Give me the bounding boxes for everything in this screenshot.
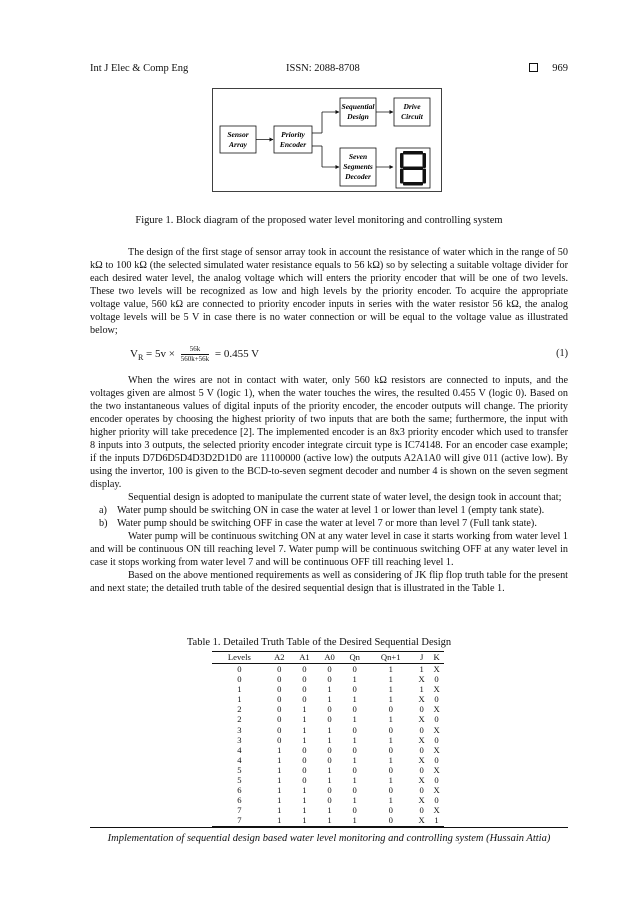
table-cell: 1 — [419, 684, 424, 695]
table-cell: X — [418, 714, 425, 725]
table-cell: 7 — [212, 815, 267, 826]
table-cell: 0 — [302, 694, 307, 705]
table-cell: X — [433, 785, 440, 796]
table-cell: 1 — [302, 795, 307, 806]
table-cell: 0 — [277, 714, 282, 725]
table-cell: 0 — [419, 785, 424, 796]
table-cell: 4 — [237, 744, 242, 755]
table-cell: 4 — [237, 754, 242, 765]
table-cell: 0 — [277, 674, 282, 685]
table-cell: 1 — [302, 734, 307, 745]
table-cell: 1 — [317, 815, 342, 826]
table-cell: 1 — [277, 744, 282, 755]
list-marker: a) — [99, 505, 107, 516]
table-cell: 1 — [327, 805, 332, 816]
table-cell: 1 — [267, 815, 292, 826]
table-cell: 0 — [327, 744, 332, 755]
table-cell: 6 — [237, 795, 242, 806]
table-cell: 0 — [434, 734, 439, 745]
table-cell: 1 — [277, 785, 282, 796]
column-header: A1 — [292, 652, 317, 664]
dec-label-1: Seven — [348, 152, 368, 161]
list-text: Water pump should be switching OFF in case the water at level 7 or more than level 7 (Full tank state). — [117, 518, 537, 529]
drive-circuit-block — [394, 98, 430, 126]
table-cell: 0 — [327, 754, 332, 765]
table-cell: 3 — [237, 724, 242, 735]
eq-rhs: = 0.455 V — [212, 348, 260, 361]
table-cell: 5 — [237, 764, 242, 775]
table-cell: 0 — [277, 734, 282, 745]
table-cell: 1 — [302, 785, 307, 796]
table-row — [212, 674, 444, 684]
table-cell: 0 — [277, 704, 282, 715]
table-row — [212, 795, 444, 805]
table-cell: 1 — [277, 764, 282, 775]
table-cell: 1 — [327, 734, 332, 745]
table-cell: 0 — [434, 714, 439, 725]
table-cell: X — [433, 684, 440, 695]
list-text: Water pump should be switching ON in case the water at level 1 or lower than level 1 (empty tank state). — [117, 505, 545, 516]
table-cell: X — [433, 764, 440, 775]
table-row — [212, 755, 444, 765]
paragraph: Based on the above mentioned requirements as well as considering of JK flip flop truth table for the present and next state; the detailed truth table of the desired sequential design that is illustrated in the Table 1. — [90, 570, 568, 594]
paragraph: Sequential design is adopted to manipulate the current state of water level, the design took in account that; — [128, 492, 562, 503]
table-cell: 0 — [327, 674, 332, 685]
page-number: 969 — [552, 63, 568, 74]
table-cell: 0 — [388, 704, 393, 715]
sensor-label-2: Array — [229, 140, 247, 149]
seq-label-2: Design — [347, 112, 369, 121]
table-cell: 0 — [388, 805, 393, 816]
sensor-array-block — [220, 126, 256, 153]
table-cell: 0 — [434, 754, 439, 765]
table-cell: 0 — [352, 785, 357, 796]
table-row — [212, 714, 444, 724]
drive-label-1: Drive — [403, 102, 421, 111]
table-row — [212, 684, 444, 694]
seven-segment-display-icon — [396, 148, 430, 188]
seq-label-1: Sequential — [341, 102, 375, 111]
table-cell: 0 — [434, 775, 439, 786]
table-cell: 1 — [302, 724, 307, 735]
table-cell: 1 — [352, 795, 357, 806]
table-cell: 0 — [367, 815, 414, 826]
table-cell: 0 — [434, 674, 439, 685]
table-cell: 1 — [342, 815, 367, 826]
table-cell: 1 — [352, 694, 357, 705]
table-cell: X — [418, 674, 425, 685]
figure-caption: Figure 1. Block diagram of the proposed water level monitoring and controlling system — [135, 215, 503, 226]
table-row — [212, 815, 444, 826]
table-cell: 0 — [419, 764, 424, 775]
list-item — [90, 504, 568, 517]
footer-divider — [90, 827, 568, 828]
table-cell: 0 — [302, 764, 307, 775]
table-cell: 1 — [327, 775, 332, 786]
issn: ISSN: 2088-8708 — [286, 63, 360, 74]
table-cell: 0 — [327, 664, 332, 674]
table-cell: 6 — [237, 785, 242, 796]
table-cell: 0 — [434, 795, 439, 806]
table-row — [212, 664, 444, 675]
paragraph: The design of the first stage of sensor array took in account the resistance of water which in the range of 50 kΩ to 100 kΩ (the selected simulated water resistance equals to 56 kΩ) so by selecting a suitable voltage divider for each desired water level, the analog voltage which will enters the priority encoder that will be one of two levels. These two levels will be recognized as low and high levels by the priority encoder. To acquire the appropriate voltage value, 560 kΩ are connected to priority encoder inputs in series with the water resistor 56 kΩ, the analog voltage levels will be 5 V in case there is no water connection or will be equal to the voltage value as illustrated below; — [90, 247, 568, 336]
table-cell: 1 — [327, 764, 332, 775]
table-cell: 1 — [277, 775, 282, 786]
table-cell: 0 — [352, 744, 357, 755]
list-item — [90, 517, 568, 530]
table-cell: 1 — [388, 664, 393, 674]
table-cell: 0 — [419, 805, 424, 816]
table-cell: 1 — [352, 674, 357, 685]
eq-mid: = 5v × — [143, 348, 178, 361]
table-cell: 1 — [237, 694, 242, 705]
table-cell: 0 — [302, 754, 307, 765]
table-cell: 1 — [388, 684, 393, 695]
eq-lhs: V — [130, 348, 138, 361]
table-cell: 0 — [327, 795, 332, 806]
table-row — [212, 725, 444, 735]
encoder-label-1: Priority — [281, 130, 305, 139]
table-row — [212, 805, 444, 815]
table-cell: 0 — [352, 684, 357, 695]
table-cell: 0 — [302, 664, 307, 674]
eq-fraction — [181, 345, 209, 364]
table-cell: 1 — [327, 684, 332, 695]
table-cell: 0 — [277, 684, 282, 695]
table-cell: 0 — [352, 724, 357, 735]
table-cell: 1 — [302, 704, 307, 715]
table-cell: 0 — [302, 775, 307, 786]
drive-label-2: Circuit — [401, 112, 423, 121]
table-cell: 0 — [277, 724, 282, 735]
table-cell: 0 — [352, 764, 357, 775]
page-footer: Implementation of sequential design based water level monitoring and controlling system (Hussain Attia) — [107, 833, 551, 844]
table-row — [212, 765, 444, 775]
table-cell: 1 — [352, 714, 357, 725]
table-cell: 1 — [327, 694, 332, 705]
encoder-label-2: Encoder — [279, 140, 307, 149]
table-cell: 1 — [277, 795, 282, 806]
table-cell: 1 — [352, 775, 357, 786]
table-row — [212, 745, 444, 755]
journal-name: Int J Elec & Comp Eng — [90, 63, 189, 74]
table-cell: 2 — [237, 704, 242, 715]
column-header: J — [414, 652, 429, 664]
equation-1 — [130, 345, 568, 364]
table-cell: 0 — [352, 664, 357, 674]
table-cell: 0 — [277, 694, 282, 705]
table-cell: 1 — [388, 734, 393, 745]
eq-numerator: 56k — [181, 345, 209, 355]
truth-table — [212, 651, 444, 827]
sensor-label-1: Sensor — [227, 130, 249, 139]
table-cell: 1 — [352, 754, 357, 765]
priority-encoder-block — [274, 126, 312, 153]
table-cell: 0 — [302, 744, 307, 755]
table-cell: 7 — [237, 805, 242, 816]
table-cell: 1 — [277, 805, 282, 816]
eq-denominator: 560k+56k — [180, 355, 210, 363]
table-cell: 0 — [302, 674, 307, 685]
table-cell: 1 — [388, 694, 393, 705]
table-cell: X — [414, 815, 429, 826]
paragraph-1-block — [90, 246, 568, 337]
table-cell: 0 — [388, 785, 393, 796]
table-cell: 1 — [388, 775, 393, 786]
table-cell: 0 — [352, 805, 357, 816]
table-cell: 0 — [419, 704, 424, 715]
column-header: Qn — [342, 652, 367, 664]
table-cell: 1 — [327, 724, 332, 735]
table-cell: X — [433, 664, 440, 674]
table-cell: 0 — [388, 764, 393, 775]
table-cell: 0 — [434, 694, 439, 705]
table-cell: 0 — [388, 724, 393, 735]
table-cell: 1 — [388, 795, 393, 806]
table-cell: 0 — [419, 744, 424, 755]
eq-subscript: R — [137, 353, 144, 363]
table-cell: 2 — [237, 714, 242, 725]
table-body — [212, 664, 444, 827]
table-cell: X — [433, 724, 440, 735]
table-cell: 0 — [327, 785, 332, 796]
table-cell: 1 — [277, 754, 282, 765]
dec-label-3: Decoder — [345, 172, 371, 181]
table-cell: 3 — [237, 734, 242, 745]
column-header: A2 — [267, 652, 292, 664]
table-cell: 5 — [237, 775, 242, 786]
table-cell: X — [418, 694, 425, 705]
column-header: Levels — [212, 652, 267, 664]
paragraph-2-block — [90, 374, 568, 595]
dec-label-2: Segments — [343, 162, 373, 171]
table-cell: 0 — [327, 714, 332, 725]
table-cell: 1 — [352, 734, 357, 745]
list-marker: b) — [99, 518, 108, 529]
table-cell: X — [418, 734, 425, 745]
table-cell: 1 — [237, 684, 242, 695]
table-cell: 0 — [327, 704, 332, 715]
column-header: Qn+1 — [367, 652, 414, 664]
table-cell: 1 — [292, 815, 317, 826]
table-cell: 1 — [388, 714, 393, 725]
table-cell: 0 — [352, 704, 357, 715]
table-cell: X — [418, 795, 425, 806]
table-cell: X — [433, 744, 440, 755]
table-cell: 1 — [302, 805, 307, 816]
table-cell: 0 — [388, 744, 393, 755]
table-row — [212, 694, 444, 704]
table-row — [212, 775, 444, 785]
table-cell: 1 — [429, 815, 444, 826]
table-cell: 0 — [419, 724, 424, 735]
table-cell: X — [418, 754, 425, 765]
table-cell: X — [433, 704, 440, 715]
table-cell: 1 — [388, 674, 393, 685]
table-cell: 0 — [302, 684, 307, 695]
table-row — [212, 704, 444, 714]
seven-segment-decoder-block — [340, 148, 376, 186]
table-cell: 1 — [302, 714, 307, 725]
table-cell: X — [418, 775, 425, 786]
column-header: A0 — [317, 652, 342, 664]
block-diagram — [212, 88, 442, 192]
table-cell: 0 — [237, 674, 242, 685]
paragraph: Water pump will be continuous switching ON at any water level in case it starts working from water level 1 and will be continuous ON till reaching level 7. Water pump will be continuous switching OFF at any water level in case it stops working from water level 7 and will be continuous OFF till reaching level 1. — [90, 531, 568, 568]
table-row — [212, 735, 444, 745]
table-cell: 0 — [237, 664, 242, 674]
paragraph: When the wires are not in contact with water, only 560 kΩ resistors are connected to inputs, and the voltages given are almost 5 V (logic 1), when the water touches the wires, the resulted 0.455 V (logic 0). Based on the two instantaneous values of digital inputs of the priority encoder, the encoder outputs will change. The priority encoder operates by choosing the highest priority of two inputs that are both the same; furthermore, the input with higher priority will take precedence [2]. The implemented encoder is an 8x3 priority encoder which used to transfer 8 inputs into 3 outputs, the selected priority encoder integrate circuit type is IC74148. For an encoder case example; if the inputs D7D6D5D4D3D2D1D0 are 11100000 (active low) the outputs A2A1A0 will give 011 (active low). By using the invertor, 100 is given to the BCD-to-seven segment decoder and number 4 is shown on the seven segment display. — [90, 375, 568, 490]
table-cell: 0 — [277, 664, 282, 674]
table-cell: 1 — [419, 664, 424, 674]
table-caption: Table 1. Detailed Truth Table of the Desired Sequential Design — [186, 637, 452, 648]
column-header: K — [429, 652, 444, 664]
table-cell: 1 — [388, 754, 393, 765]
page-number-wrap — [529, 63, 568, 74]
checkbox-square-icon — [529, 63, 538, 72]
table-cell: X — [433, 805, 440, 816]
table-header-row — [212, 652, 444, 664]
table-row — [212, 785, 444, 795]
sequential-design-block — [340, 98, 376, 126]
equation-number: (1) — [556, 348, 568, 359]
